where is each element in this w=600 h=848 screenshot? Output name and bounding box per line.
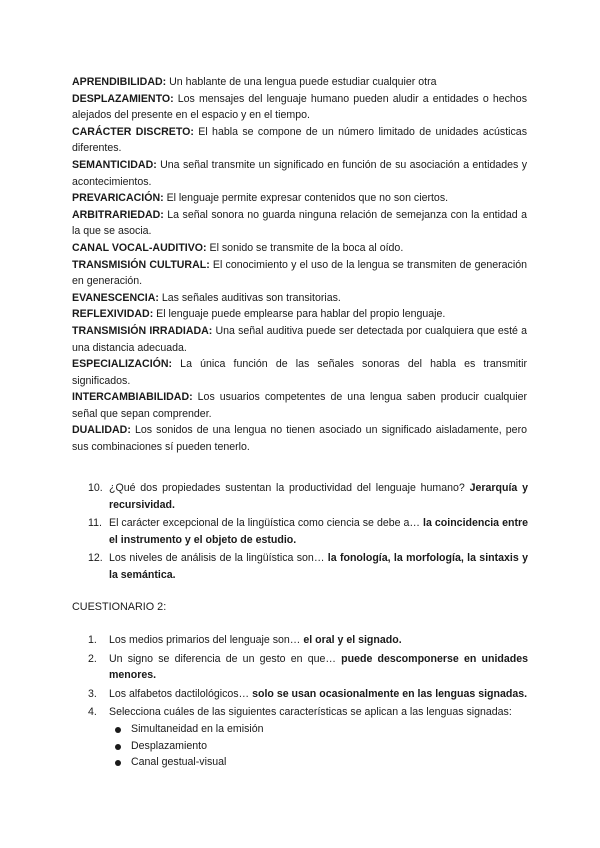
definition: CARÁCTER DISCRETO: El habla se compone de un número limitado de unidades acústicas diferentes.	[72, 125, 527, 155]
question-item: 2. Un signo se diferencia de un gesto en que… puede descomponerse en unidades menores.	[88, 652, 529, 682]
section-heading: CUESTIONARIO 2:	[72, 601, 167, 613]
question-item: 11. El carácter excepcional de la lingüística como ciencia se debe a… la coincidencia entre el instrumento y el objeto de estudio.	[88, 517, 528, 546]
definition: PREVARICACIÓN: El lenguaje permite expresar contenidos que no son ciertos.	[72, 192, 449, 205]
bullet-icon	[115, 760, 121, 766]
bullet-icon	[115, 727, 121, 733]
definition: INTERCAMBIABILIDAD: Los usuarios competentes de una lengua saben producir cualquier señal que sepan comprender.	[72, 391, 527, 420]
list-item: Canal gestual-visual	[109, 754, 528, 771]
question-item: 1. Los medios primarios del lenguaje son… el oral y el signado.	[88, 634, 402, 646]
definition: SEMANTICIDAD: Una señal transmite un significado en función de su asociación a entidades y acontecimientos.	[72, 158, 527, 188]
bullet-list	[109, 721, 528, 771]
question-item: 12. Los niveles de análisis de la lingüística son… la fonología, la morfología, la sintaxis y la semántica.	[88, 552, 529, 581]
definition: EVANESCENCIA: Las señales auditivas son transitorias.	[72, 291, 341, 304]
definition: APRENDIBILIDAD: Un hablante de una lengua puede estudiar cualquier otra	[72, 76, 437, 88]
question-item: 3. Los alfabetos dactilológicos… solo se usan ocasionalmente en las lenguas signadas.	[88, 687, 528, 700]
question-item: 10. ¿Qué dos propiedades sustentan la productividad del lenguaje humano? Jerarquía y recursividad.	[88, 482, 528, 511]
definition: ARBITRARIEDAD: La señal sonora no guarda ninguna relación de semejanza con la entidad a la que se asocia.	[72, 208, 527, 238]
definition: ESPECIALIZACIÓN: La única función de las señales sonoras del habla es transmitir significados.	[72, 358, 527, 387]
questionnaire-1-list	[88, 480, 528, 586]
question-item: 4. Selecciona cuáles de las siguientes características se aplican a las lenguas signadas: Simultaneidad en la emisión Desplazamiento Canal gestual-visual	[88, 704, 528, 770]
questionnaire-2-list	[88, 632, 528, 773]
definition: REFLEXIVIDAD: El lenguaje puede emplearse para hablar del propio lenguaje.	[72, 308, 446, 321]
list-item: Simultaneidad en la emisión	[109, 721, 528, 738]
definition: DUALIDAD: Los sonidos de una lengua no tienen asociado un significado aisladamente, pero sus combinaciones sí pueden tenerlo.	[72, 424, 527, 454]
definition: TRANSMISIÓN CULTURAL: El conocimiento y el uso de la lengua se transmiten de generación en generación.	[72, 258, 527, 288]
definition: TRANSMISIÓN IRRADIADA: Una señal auditiva puede ser detectada por cualquiera que esté a una distancia adecuada.	[72, 324, 527, 354]
definitions-block	[72, 74, 527, 456]
list-item: Desplazamiento	[109, 738, 528, 755]
bullet-icon	[115, 744, 121, 750]
definition: CANAL VOCAL-AUDITIVO: El sonido se transmite de la boca al oído.	[72, 241, 404, 254]
definition: DESPLAZAMIENTO: Los mensajes del lenguaje humano pueden aludir a entidades o hechos alejados del presente en el espacio y en el tiempo.	[72, 92, 527, 122]
